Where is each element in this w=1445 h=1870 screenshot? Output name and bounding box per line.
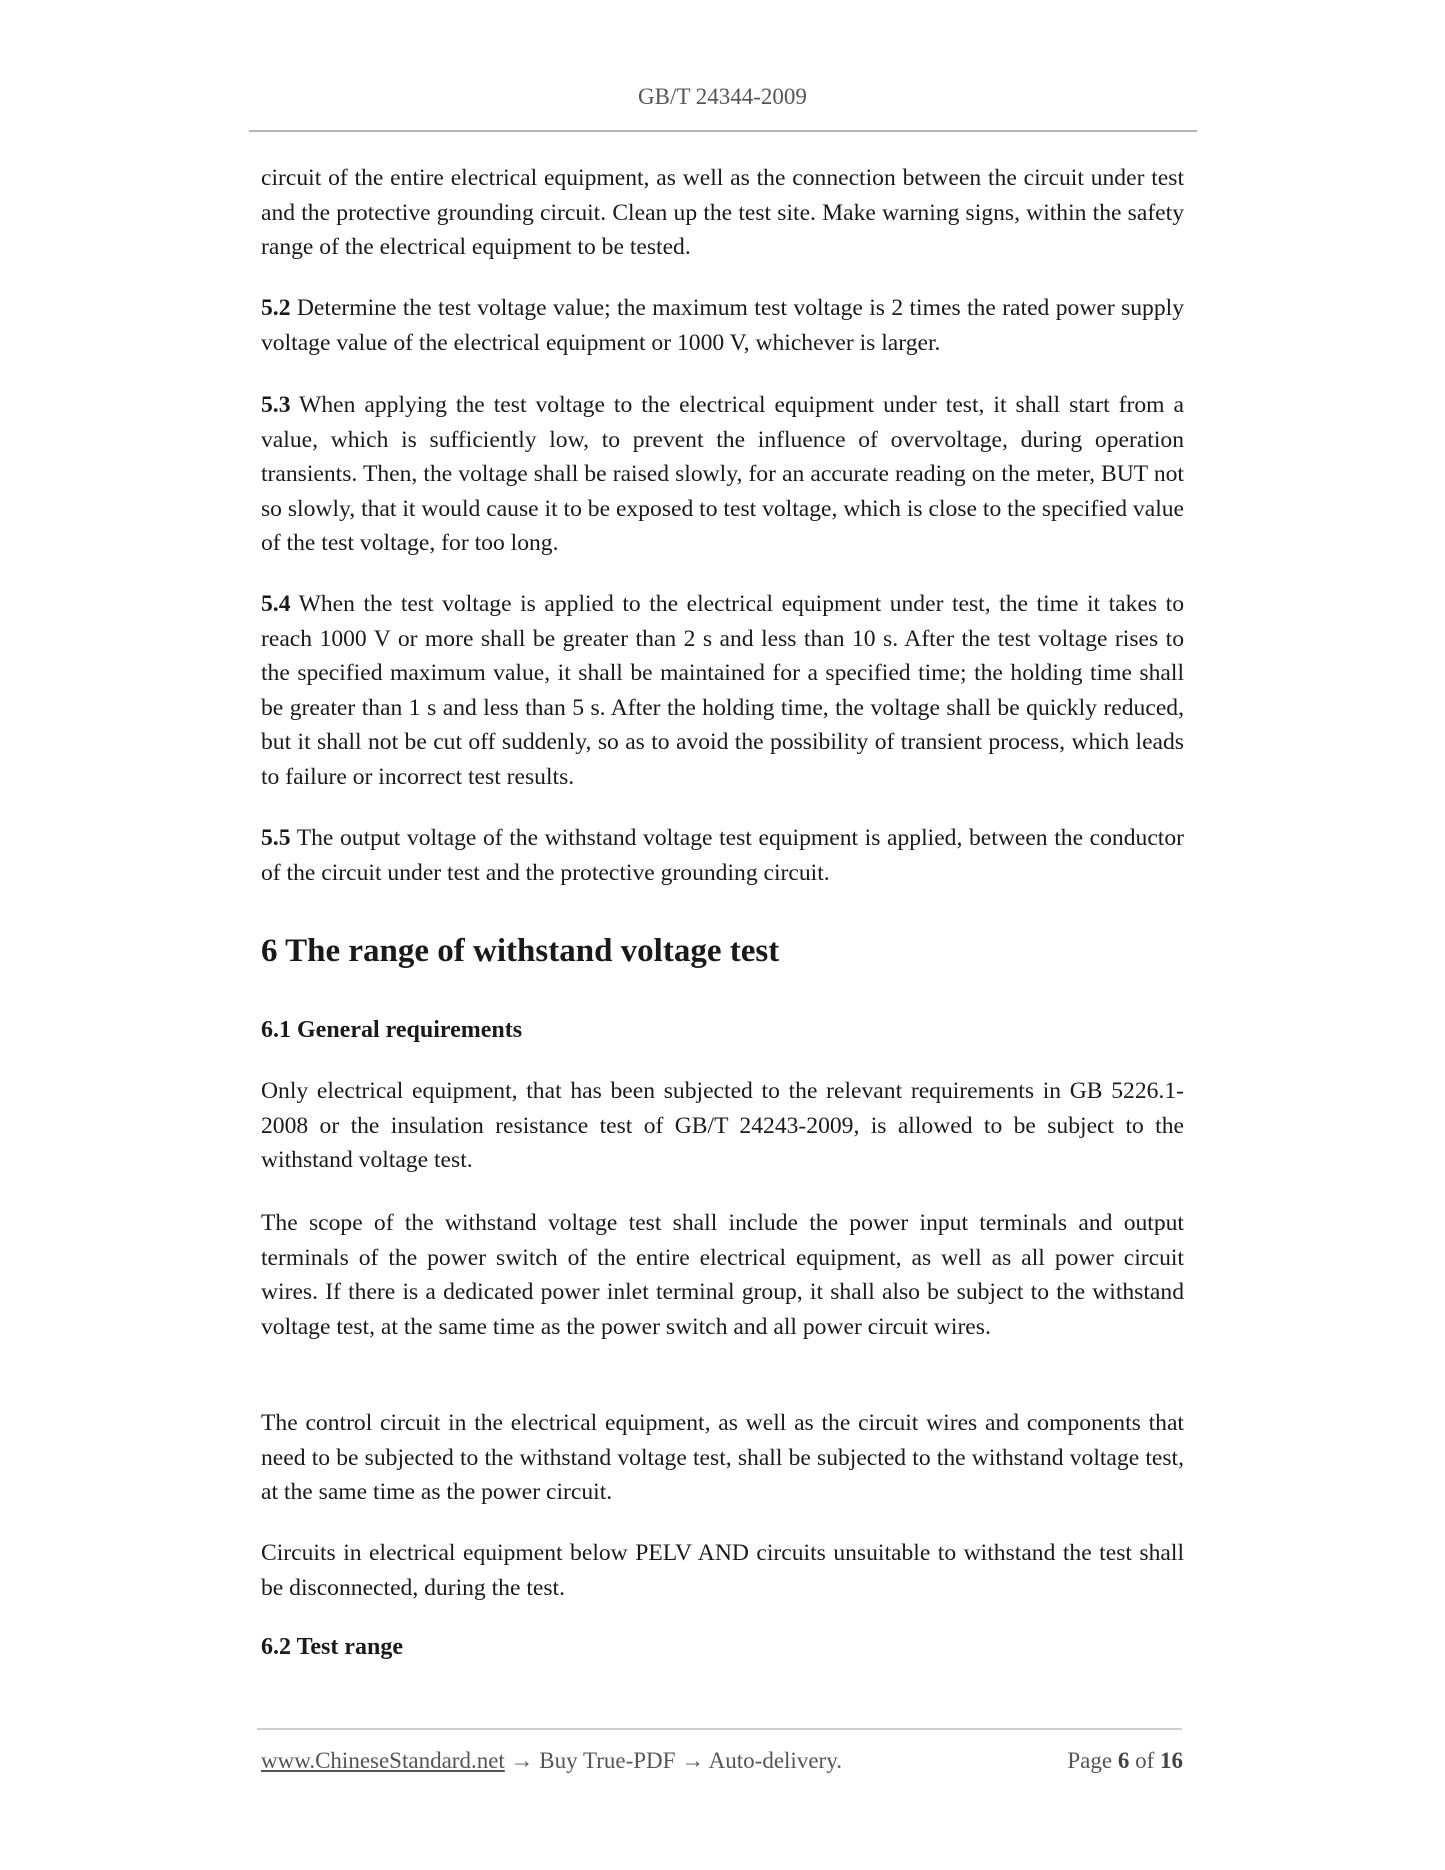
- arrow-icon: →: [681, 1748, 705, 1773]
- total-pages: 16: [1160, 1748, 1183, 1773]
- paragraph-6-1-b: The scope of the withstand voltage test shall include the power input terminals and output terminals of the power switch of the entire electrical equipment, as well as all power circuit wires. If there is a dedicated power inlet terminal group, it shall also be subject to the withstand voltage test, at the same time as the power switch and all power circuit wires.: [261, 1210, 1184, 1340]
- paragraph-6-1-d: Circuits in electrical equipment below PELV AND circuits unsuitable to withstand the test shall be disconnected, during the test.: [261, 1540, 1184, 1601]
- subsection-heading-6-2: 6.2 Test range: [261, 1634, 404, 1660]
- arrow-icon: →: [510, 1748, 534, 1773]
- section-heading-6: 6 The range of withstand voltage test: [261, 933, 780, 969]
- current-page: 6: [1117, 1748, 1130, 1773]
- clause-number: 5.3: [261, 392, 291, 418]
- footer-left: [261, 1748, 842, 1774]
- page-label: Page: [1067, 1748, 1113, 1773]
- clause-text: When applying the test voltage to the electrical equipment under test, it shall start from a value, which is sufficiently low, to prevent the influence of overvoltage, during operation transients. Then, the voltage shall be raised slowly, for an accurate reading on the meter, BUT not so slowly, that it would cause it to be exposed to test voltage, which is close to the specified value of the test voltage, for too long.: [261, 392, 1185, 557]
- clause-text: The output voltage of the withstand voltage test equipment is applied, between the conductor of the circuit under test and the protective grounding circuit.: [261, 825, 1184, 886]
- paragraph-6-1-c: The control circuit in the electrical equipment, as well as the circuit wires and components that need to be subjected to the withstand voltage test, shall be subjected to the withstand voltage test, at the same time as the power circuit.: [261, 1410, 1184, 1506]
- paragraph-5-2: [261, 291, 1184, 360]
- clause-text: When the test voltage is applied to the electrical equipment under test, the time it takes to reach 1000 V or more shall be greater than 2 s and less than 10 s. After the test voltage rises to the specified maximum value, it shall be maintained for a specified time; the holding time shall be greater than 1 s and less than 5 s. After the holding time, the voltage shall be quickly reduced, but it shall not be cut off suddenly, so as to avoid the possibility of transient process, which leads to failure or incorrect test results.: [261, 591, 1184, 790]
- clause-number: 5.4: [261, 591, 291, 617]
- subsection-heading-6-1: 6.1 General requirements: [261, 1017, 523, 1043]
- of-label: of: [1135, 1748, 1155, 1773]
- paragraph-6-1-a: Only electrical equipment, that has been subjected to the relevant requirements in GB 5226.1-2008 or the insulation resistance test of GB/T 24243-2009, is allowed to be subject to the withstand voltage test.: [261, 1078, 1184, 1174]
- clause-number: 5.2: [261, 295, 291, 321]
- delivery-text: Auto-delivery.: [708, 1748, 842, 1773]
- clause-text: Determine the test voltage value; the maximum test voltage is 2 times the rated power supply voltage value of the electrical equipment or 1000 V, whichever is larger.: [261, 295, 1184, 356]
- buy-text: Buy True-PDF: [539, 1748, 676, 1773]
- clause-number: 5.5: [261, 825, 291, 851]
- footer-divider: [257, 1728, 1182, 1730]
- header-divider: [249, 130, 1197, 132]
- paragraph-5-4: [261, 587, 1184, 795]
- paragraph-5-3: [261, 388, 1184, 561]
- page-number: [1067, 1748, 1183, 1774]
- paragraph-continued: circuit of the entire electrical equipment, as well as the connection between the circuit under test and the protective grounding circuit. Clean up the test site. Make warning signs, within the safety range of the electrical equipment to be tested.: [261, 165, 1184, 261]
- page-footer: [261, 1748, 1183, 1774]
- paragraph-5-5: [261, 821, 1184, 890]
- website-link[interactable]: www.ChineseStandard.net: [261, 1748, 505, 1773]
- running-header: GB/T 24344-2009: [638, 84, 807, 109]
